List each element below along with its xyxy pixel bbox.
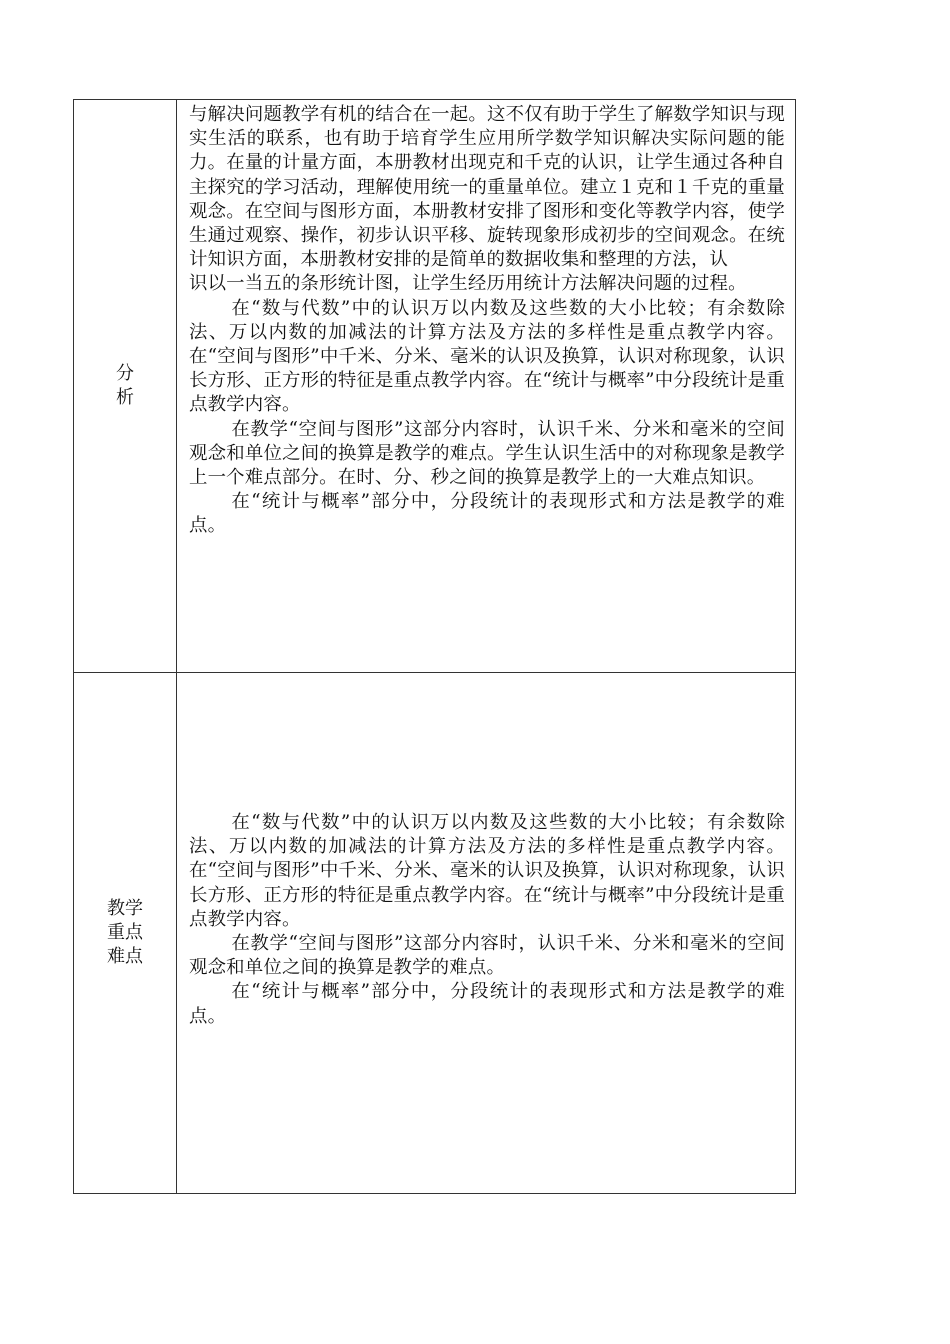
row-label-key-difficult-points — [74, 673, 177, 1194]
content-paragraph: 识以一当五的条形统计图，让学生经历用统计方法解决问题的过程。 — [189, 273, 747, 295]
content-paragraph: 在“统计与概率”部分中，分段统计的表现形式和方法是教学的难点。 — [189, 491, 785, 537]
content-paragraph: 在教学“空间与图形”这部分内容时，认识千米、分米和毫米的空间观念和单位之间的换算是教学的难点。 — [189, 933, 785, 979]
table-row-analysis — [74, 100, 796, 673]
content-paragraph: 在“数与代数”中的认识万以内数及这些数的大小比较；有余数除法、万以内数的加减法的计算方法及方法的多样性是重点教学内容。在“空间与图形”中千米、分米、毫米的认识及换算，认识对称现象，认识长方形、正方形的特征是重点教学内容。在“统计与概率”中分段统计是重点教学内容。 — [189, 812, 785, 930]
row-label-analysis — [74, 100, 177, 673]
content-paragraph: 在“数与代数”中的认识万以内数及这些数的大小比较；有余数除法、万以内数的加减法的计算方法及方法的多样性是重点教学内容。在“空间与图形”中千米、分米、毫米的认识及换算，认识对称现象，认识长方形、正方形的特征是重点教学内容。在“统计与概率”中分段统计是重点教学内容。 — [189, 297, 785, 416]
row-label-line: 析 — [116, 387, 134, 408]
row-label-line: 重点 — [107, 922, 143, 943]
row-label-line: 教学 — [107, 898, 143, 919]
content-paragraph: 与解决问题教学有机的结合在一起。这不仅有助于学生了解数学知识与现实生活的联系，也有助于培育学生应用所学数学知识解决实际问题的能力。在量的计量方面，本册教材出现克和千克的认识，让学生通过各种自主探究的学习活动，理解使用统一的重量单位。建立１克和１千克的重量观念。在空间与图形方面，本册教材安排了图形和变化等教学内容，使学生通过观察、操作，初步认识平移、旋转现象形成初步的空间观念。在统计知识方面，本册教材安排的是简单的数据收集和整理的方法，认 — [189, 104, 785, 271]
row-label-line: 难点 — [107, 946, 143, 967]
row-content-analysis — [177, 100, 796, 673]
row-label-line: 分 — [116, 363, 134, 384]
content-paragraph: 在“统计与概率”部分中，分段统计的表现形式和方法是教学的难点。 — [189, 981, 785, 1027]
content-paragraph: 在教学“空间与图形”这部分内容时，认识千米、分米和毫米的空间观念和单位之间的换算是教学的难点。学生认识生活中的对称现象是教学上一个难点部分。在时、分、秒之间的换算是教学上的一大难点知识。 — [189, 418, 785, 489]
lesson-plan-table — [73, 99, 796, 1194]
table-row-key-difficult-points — [74, 673, 796, 1194]
row-content-key-difficult-points — [177, 673, 796, 1194]
